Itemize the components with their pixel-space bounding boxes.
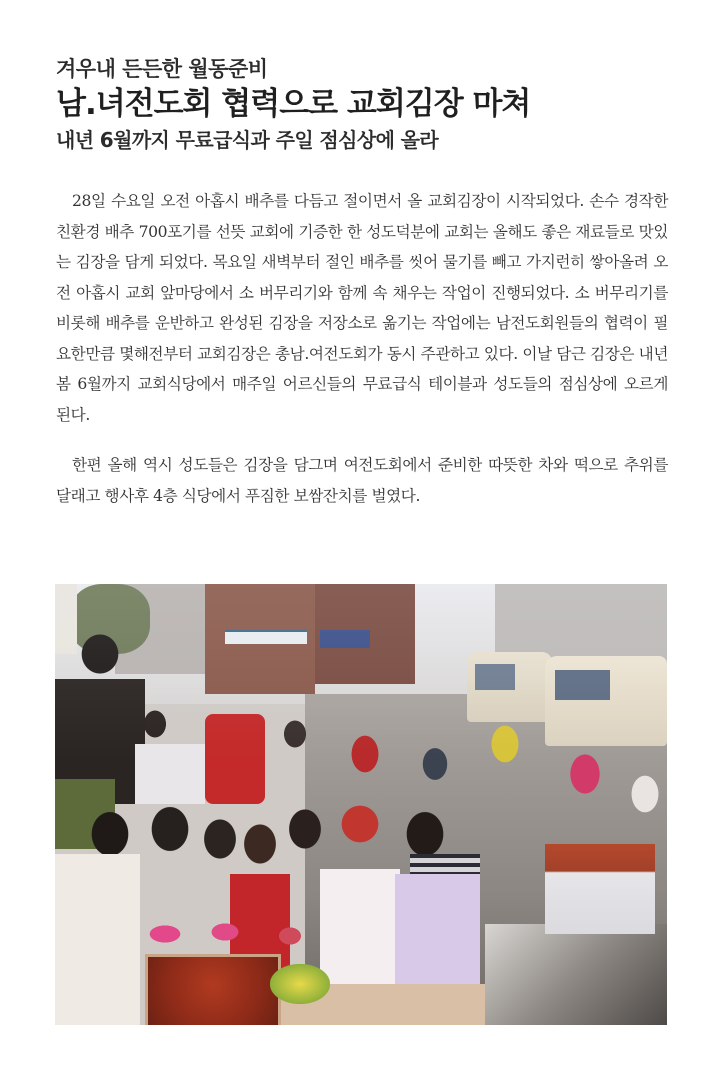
article-subheadline: 내년 6월까지 무료급식과 주일 점심상에 올라 bbox=[56, 128, 439, 152]
photo-overlay bbox=[55, 584, 667, 1025]
article-paragraph: 28일 수요일 오전 아홉시 배추를 다듬고 절이면서 올 교회김장이 시작되었다. 손수 경작한 친환경 배추 700포기를 선뜻 교회에 기증한 한 성도덕분에 교회는 올해도 좋은 재료들로 맛있는 김장을 담게 되었다. 목요일 새벽부터 절인 배추를 씻어 물기를 빼고 가지런히 쌓아올려 오전 아홉시 교회 앞마당에서 소 버무리기와 함께 속 채우는 작업이 진행되었다. 소 버무리기를 비롯해 배추를 운반하고 완성된 김장을 저장소로 옮기는 작업에는 남전도회원들의 협력이 필요한만큼 몇해전부터 교회김장은 총남.여전도회가 동시 주관하고 있다. 이날 담근 김장은 내년 봄 6월까지 교회식당에서 매주일 어르신들의 무료급식 테이블과 성도들의 점심상에 오르게 된다. bbox=[56, 192, 668, 424]
kimchi-making-photo bbox=[55, 584, 667, 1025]
article-paragraph: 한편 올해 역시 성도들은 김장을 담그며 여전도회에서 준비한 따뜻한 차와 떡으로 추위를 달래고 행사후 4층 식당에서 푸짐한 보쌈잔치를 벌였다. bbox=[56, 456, 668, 505]
article-heading bbox=[56, 56, 676, 154]
article-headline: 남.녀전도회 협력으로 교회김장 마쳐 bbox=[56, 86, 531, 122]
article-kicker: 겨우내 든든한 월동준비 bbox=[56, 57, 268, 81]
article-body bbox=[56, 186, 668, 511]
